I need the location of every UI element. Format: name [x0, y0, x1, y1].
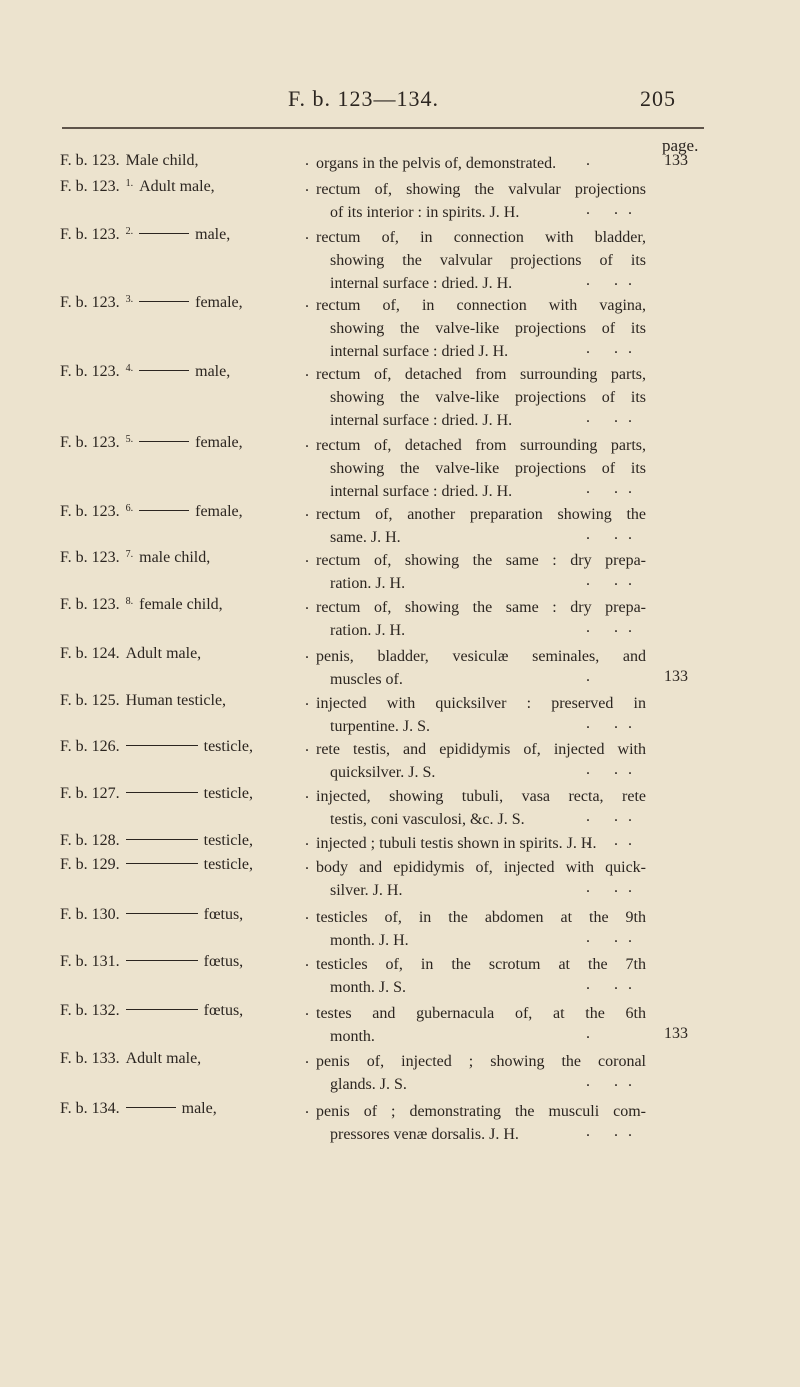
entry-number: F. b. 123. — [60, 549, 120, 566]
leader-dots: . — [586, 152, 600, 169]
leader-dots: . .. — [586, 1073, 642, 1090]
entry-subnumber: 6. — [125, 503, 134, 514]
description-line: testis, coni vasculosi, &c. J. S. — [330, 811, 525, 828]
description-line: body and epididymis of, injected with quick- — [316, 859, 646, 876]
ditto-dash — [139, 510, 189, 511]
leader-dots: . — [586, 1025, 600, 1042]
leader-dot: . — [305, 953, 309, 970]
leader-dots: . .. — [586, 526, 642, 543]
description-line: showing the valve-like projections of its — [330, 389, 646, 406]
entry-number: F. b. 123. — [60, 363, 120, 380]
leader-dots: . .. — [586, 340, 642, 357]
entry-subject: male, — [195, 363, 231, 380]
description-line: organs in the pelvis of, demonstrated. — [316, 155, 557, 172]
description-line: silver. J. H. — [330, 882, 403, 899]
entry-catalogue-ref — [60, 1050, 201, 1068]
entry-subject: Human testicle, — [125, 692, 227, 709]
entry-subject: testicle, — [203, 738, 253, 755]
description-line: internal surface : dried. J. H. — [330, 275, 513, 292]
leader-dot: . — [305, 1100, 309, 1117]
entry-subject: male, — [181, 1100, 217, 1117]
leader-dots: . .. — [586, 761, 642, 778]
entry-number: F. b. 126. — [60, 738, 120, 755]
description-line: ration. J. H. — [330, 622, 406, 639]
entry-catalogue-ref — [60, 906, 243, 924]
page-header — [0, 86, 800, 116]
description-line: glands. J. S. — [330, 1076, 407, 1093]
description-line: rectum of, detached from surrounding parts, — [316, 437, 646, 454]
leader-dots: . .. — [586, 201, 642, 218]
leader-dot: . — [305, 645, 309, 662]
leader-dots: . .. — [586, 409, 642, 426]
page-column-heading: page. — [662, 136, 699, 155]
entry-number: F. b. 123. — [60, 503, 120, 520]
leader-dots: . .. — [586, 929, 642, 946]
leader-dots: . .. — [586, 572, 642, 589]
description-line: showing the valvular projections of its — [330, 252, 646, 269]
entry-page-reference: 133 — [664, 668, 688, 685]
entry-catalogue-ref — [60, 645, 201, 663]
leader-dot: . — [305, 503, 309, 520]
catalogue-entry — [0, 434, 800, 500]
ditto-dash — [126, 913, 198, 914]
entry-catalogue-ref — [60, 1002, 243, 1020]
description-line: rectum of, detached from surrounding parts, — [316, 366, 646, 383]
description-line: pressores venæ dorsalis. J. H. — [330, 1126, 519, 1143]
entry-number: F. b. 123. — [60, 152, 120, 169]
entry-number: F. b. 123. — [60, 226, 120, 243]
ditto-dash — [139, 441, 189, 442]
catalogue-entry — [0, 294, 800, 360]
entry-subject: testicle, — [203, 856, 253, 873]
entry-catalogue-ref — [60, 294, 243, 312]
page-number: 205 — [640, 86, 676, 111]
entry-catalogue-ref — [60, 785, 253, 803]
entry-subject: female, — [195, 294, 243, 311]
leader-dot: . — [305, 178, 309, 195]
ditto-dash — [126, 960, 198, 961]
entry-catalogue-ref — [60, 1100, 217, 1118]
header-rule — [62, 127, 704, 129]
entry-subject: male, — [195, 226, 231, 243]
leader-dot: . — [305, 549, 309, 566]
entry-number: F. b. 128. — [60, 832, 120, 849]
entry-page-reference: 133 — [664, 152, 688, 169]
entry-catalogue-ref — [60, 503, 243, 521]
running-title: F. b. 123—134. — [288, 86, 439, 111]
entry-catalogue-ref — [60, 178, 215, 196]
entry-number: F. b. 130. — [60, 906, 120, 923]
description-line: rete testis, and epididymis of, injected with — [316, 741, 646, 758]
entry-subnumber: 5. — [125, 434, 134, 445]
description-line: of its interior : in spirits. J. H. — [330, 204, 520, 221]
entry-number: F. b. 134. — [60, 1100, 120, 1117]
entry-subnumber: 3. — [125, 294, 134, 305]
description-line: rectum of, showing the valvular projections — [316, 181, 646, 198]
entry-subnumber: 4. — [125, 363, 134, 374]
description-line: internal surface : dried. J. H. — [330, 483, 513, 500]
entry-subject: male child, — [139, 549, 211, 566]
entry-subject: female, — [195, 434, 243, 451]
entry-subject: fœtus, — [203, 953, 244, 970]
entry-number: F. b. 124. — [60, 645, 120, 662]
description-line: testicles of, in the scrotum at the 7th — [316, 956, 646, 973]
description-line: testes and gubernacula of, at the 6th — [316, 1005, 646, 1022]
catalogue-entry — [0, 1100, 800, 1160]
description-line: ration. J. H. — [330, 575, 406, 592]
entry-subject: Male child, — [125, 152, 199, 169]
description-line: showing the valve-like projections of its — [330, 320, 646, 337]
entry-number: F. b. 129. — [60, 856, 120, 873]
leader-dot: . — [305, 226, 309, 243]
entry-catalogue-ref — [60, 549, 210, 567]
entry-subnumber: 7. — [125, 549, 134, 560]
description-line: rectum of, showing the same : dry prepa- — [316, 599, 646, 616]
leader-dots: . .. — [586, 832, 642, 849]
leader-dot: . — [305, 856, 309, 873]
leader-dot: . — [305, 363, 309, 380]
description-line: muscles of. — [330, 671, 403, 688]
description-line: showing the valve-like projections of its — [330, 460, 646, 477]
ditto-dash — [126, 863, 198, 864]
entry-subject: testicle, — [203, 785, 253, 802]
leader-dots: . .. — [586, 879, 642, 896]
leader-dot: . — [305, 596, 309, 613]
leader-dot: . — [305, 434, 309, 451]
entry-subject: female child, — [139, 596, 223, 613]
entry-catalogue-ref — [60, 596, 223, 614]
ditto-dash — [126, 745, 198, 746]
leader-dots: . .. — [586, 976, 642, 993]
ditto-dash — [126, 839, 198, 840]
description-line: penis, bladder, vesiculæ seminales, and — [316, 648, 646, 665]
entry-subnumber: 2. — [125, 226, 134, 237]
entry-catalogue-ref — [60, 953, 243, 971]
leader-dot: . — [305, 832, 309, 849]
leader-dots: . — [586, 668, 600, 685]
entry-number: F. b. 132. — [60, 1002, 120, 1019]
entry-page-reference: 133 — [664, 1025, 688, 1042]
entry-catalogue-ref — [60, 856, 253, 874]
ditto-dash — [139, 233, 189, 234]
entry-number: F. b. 133. — [60, 1050, 120, 1067]
leader-dot: . — [305, 1002, 309, 1019]
description-line: injected ; tubuli testis shown in spirits. J. H. — [316, 835, 597, 852]
entry-number: F. b. 123. — [60, 178, 120, 195]
leader-dots: . .. — [586, 808, 642, 825]
entry-number: F. b. 125. — [60, 692, 120, 709]
entry-subject: Adult male, — [125, 1050, 202, 1067]
description-line: month. J. H. — [330, 932, 409, 949]
leader-dots: . .. — [586, 1123, 642, 1140]
entry-number: F. b. 127. — [60, 785, 120, 802]
leader-dot: . — [305, 294, 309, 311]
description-line: same. J. H. — [330, 529, 401, 546]
entry-subject: testicle, — [203, 832, 253, 849]
description-line: rectum of, in connection with bladder, — [316, 229, 646, 246]
leader-dot: . — [305, 152, 309, 169]
ditto-dash — [126, 1107, 176, 1108]
leader-dot: . — [305, 738, 309, 755]
entry-subject: fœtus, — [203, 906, 244, 923]
catalogue-entry — [0, 363, 800, 429]
description-line: month. — [330, 1028, 375, 1045]
entry-subject: Adult male, — [139, 178, 215, 195]
description-line: rectum of, another preparation showing the — [316, 506, 646, 523]
entry-number: F. b. 123. — [60, 596, 120, 613]
entry-subject: female, — [195, 503, 243, 520]
description-line: injected, showing tubuli, vasa recta, rete — [316, 788, 646, 805]
ditto-dash — [139, 301, 189, 302]
description-line: rectum of, in connection with vagina, — [316, 297, 646, 314]
leader-dot: . — [305, 692, 309, 709]
entry-number: F. b. 131. — [60, 953, 120, 970]
entry-catalogue-ref — [60, 226, 230, 244]
description-line: penis of ; demonstrating the musculi com- — [316, 1103, 646, 1120]
entry-subject: Adult male, — [125, 645, 202, 662]
description-line: rectum of, showing the same : dry prepa- — [316, 552, 646, 569]
leader-dot: . — [305, 785, 309, 802]
entry-catalogue-ref — [60, 152, 199, 170]
description-line: quicksilver. J. S. — [330, 764, 436, 781]
description-line: internal surface : dried J. H. — [330, 343, 509, 360]
entry-subnumber: 8. — [125, 596, 134, 607]
catalogue-entry — [0, 226, 800, 292]
entry-number: F. b. 123. — [60, 434, 120, 451]
entry-catalogue-ref — [60, 434, 243, 452]
entry-catalogue-ref — [60, 692, 226, 710]
leader-dots: . .. — [586, 480, 642, 497]
leader-dots: . .. — [586, 715, 642, 732]
leader-dots: . .. — [586, 619, 642, 636]
entry-number: F. b. 123. — [60, 294, 120, 311]
description-line: month. J. S. — [330, 979, 407, 996]
entry-catalogue-ref — [60, 738, 253, 756]
description-line: testicles of, in the abdomen at the 9th — [316, 909, 646, 926]
entry-catalogue-ref — [60, 832, 253, 850]
ditto-dash — [139, 370, 189, 371]
leader-dot: . — [305, 906, 309, 923]
leader-dots: . .. — [586, 272, 642, 289]
description-line: injected with quicksilver : preserved in — [316, 695, 646, 712]
description-line: turpentine. J. S. — [330, 718, 430, 735]
ditto-dash — [126, 792, 198, 793]
description-line: penis of, injected ; showing the coronal — [316, 1053, 646, 1070]
ditto-dash — [126, 1009, 198, 1010]
description-line: internal surface : dried. J. H. — [330, 412, 513, 429]
entry-subject: fœtus, — [203, 1002, 244, 1019]
leader-dot: . — [305, 1050, 309, 1067]
entry-subnumber: 1. — [125, 178, 134, 189]
entry-catalogue-ref — [60, 363, 230, 381]
